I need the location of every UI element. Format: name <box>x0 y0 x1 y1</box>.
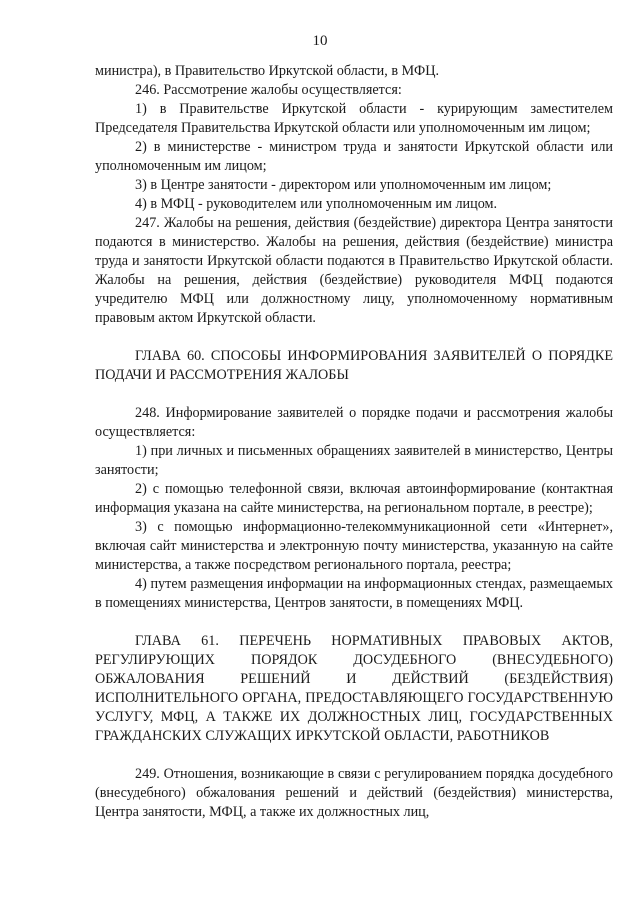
list-item-248-3: 3) с помощью информационно-телекоммуникационной сети «Интернет», включая сайт министерства и электронную почту министерства, указанную на сайте министерства, а также посредством регионального портала, реестра; <box>95 519 613 573</box>
list-item-248-1: 1) при личных и письменных обращениях заявителей в министерство, Центры занятости; <box>95 443 613 478</box>
paragraph-248: 248. Информирование заявителей о порядке подачи и рассмотрения жалобы осуществляется: <box>95 405 613 440</box>
document-body <box>95 62 613 822</box>
list-item-246-2: 2) в министерстве - министром труда и занятости Иркутской области или уполномоченным им лицом; <box>95 139 613 174</box>
paragraph-247: 247. Жалобы на решения, действия (бездействие) директора Центра занятости подаются в министерство. Жалобы на решения, действия (бездействие) министра труда и занятости Иркутской области подаются в Правительство Иркутской области. Жалобы на решения, действия (бездействие) руководителя МФЦ подаются учредителю МФЦ или должностному лицу, уполномоченному нормативным правовым актом Иркутской области. <box>95 215 613 326</box>
list-item-246-4: 4) в МФЦ - руководителем или уполномоченным им лицом. <box>135 196 498 212</box>
paragraph-249: 249. Отношения, возникающие в связи с регулированием порядка досудебного (внесудебного) обжалования решений и действий (бездействия) министерства, Центра занятости, МФЦ, а также их должностных лиц, <box>95 766 613 820</box>
list-item-248-4: 4) путем размещения информации на информационных стендах, размещаемых в помещениях министерства, Центров занятости, в помещениях МФЦ. <box>95 576 613 611</box>
page-number: 10 <box>312 33 328 49</box>
list-item-246-1: 1) в Правительстве Иркутской области - курирующим заместителем Председателя Правительства Иркутской области или уполномоченным им лицом; <box>95 101 613 136</box>
paragraph-continuation: министра), в Правительство Иркутской области, в МФЦ. <box>95 63 439 79</box>
chapter-60-heading: ГЛАВА 60. СПОСОБЫ ИНФОРМИРОВАНИЯ ЗАЯВИТЕЛЕЙ О ПОРЯДКЕ ПОДАЧИ И РАССМОТРЕНИЯ ЖАЛОБЫ <box>95 348 613 383</box>
list-item-248-2: 2) с помощью телефонной связи, включая автоинформирование (контактная информация указана на сайте министерства, на региональном портале, в реестре); <box>95 481 613 516</box>
list-item-246-3: 3) в Центре занятости - директором или уполномоченным им лицом; <box>135 177 552 193</box>
paragraph-246: 246. Рассмотрение жалобы осуществляется: <box>135 82 402 98</box>
chapter-61-heading: ГЛАВА 61. ПЕРЕЧЕНЬ НОРМАТИВНЫХ ПРАВОВЫХ АКТОВ, РЕГУЛИРУЮЩИХ ПОРЯДОК ДОСУДЕБНОГО (ВНЕСУДЕБНОГО) ОБЖАЛОВАНИЯ РЕШЕНИЙ И ДЕЙСТВИЙ (БЕЗДЕЙСТВИЯ) ИСПОЛНИТЕЛЬНОГО ОРГАНА, ПРЕДОСТАВЛЯЮЩЕГО ГОСУДАРСТВЕННУЮ УСЛУГУ, МФЦ, А ТАКЖЕ ИХ ДОЛЖНОСТНЫХ ЛИЦ, ГОСУДАРСТВЕННЫХ ГРАЖДАНСКИХ СЛУЖАЩИХ ИРКУТСКОЙ ОБЛАСТИ, РАБОТНИКОВ <box>95 633 613 744</box>
